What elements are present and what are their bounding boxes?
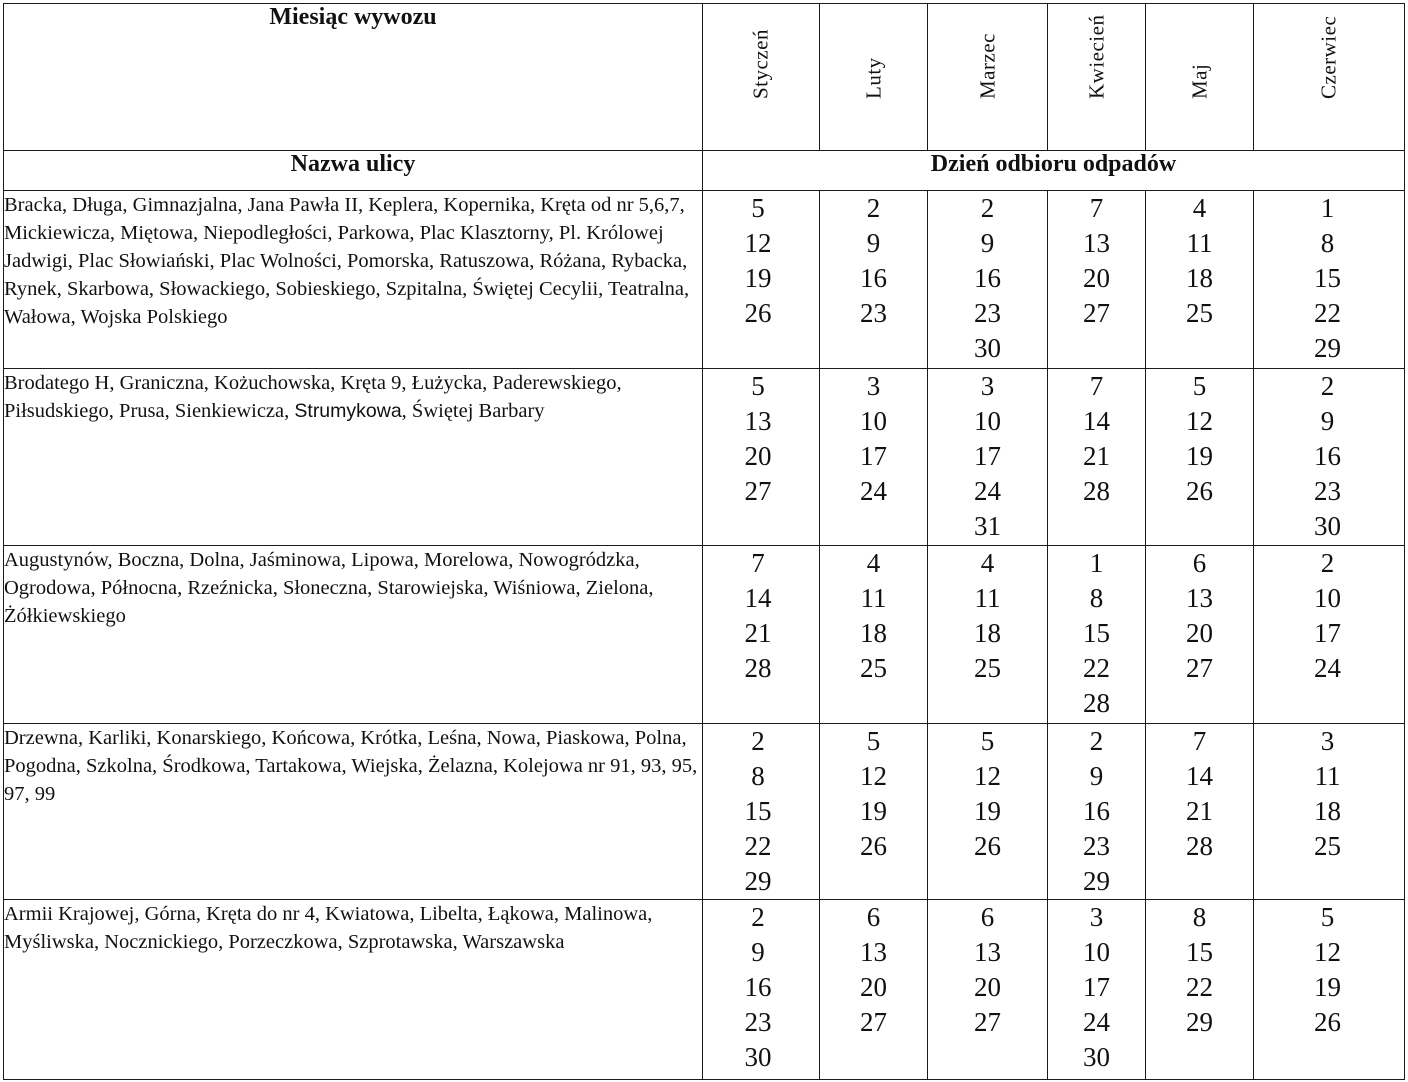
collection-day: 10 bbox=[860, 406, 887, 436]
collection-day: 17 bbox=[1083, 972, 1110, 1002]
collection-day: 11 bbox=[974, 583, 1001, 613]
collection-day: 3 bbox=[1089, 902, 1104, 932]
days-may bbox=[1146, 369, 1254, 546]
collection-day: 29 bbox=[1186, 1007, 1213, 1037]
collection-day: 23 bbox=[744, 1007, 772, 1037]
collection-day: 25 bbox=[1186, 298, 1213, 328]
collection-day: 27 bbox=[974, 1007, 1001, 1037]
days-march bbox=[928, 369, 1048, 546]
month-header-february bbox=[820, 4, 928, 151]
collection-day: 19 bbox=[1314, 972, 1341, 1002]
collection-day: 19 bbox=[974, 796, 1001, 826]
collection-day: 8 bbox=[1089, 583, 1104, 613]
collection-day: 20 bbox=[1083, 263, 1110, 293]
collection-day: 11 bbox=[860, 583, 887, 613]
days-february bbox=[820, 546, 928, 724]
collection-day: 15 bbox=[744, 796, 772, 826]
days-february bbox=[820, 191, 928, 369]
collection-day: 17 bbox=[974, 441, 1001, 471]
collection-day: 28 bbox=[1083, 688, 1110, 718]
collection-day: 24 bbox=[860, 476, 887, 506]
collection-day: 20 bbox=[860, 972, 887, 1002]
collection-day: 4 bbox=[1192, 193, 1207, 223]
collection-day: 22 bbox=[1314, 298, 1341, 328]
month-label: Czerwiec bbox=[1316, 15, 1341, 99]
days-may bbox=[1146, 191, 1254, 369]
table-row bbox=[4, 191, 1405, 369]
days-february bbox=[820, 900, 928, 1080]
collection-day: 18 bbox=[974, 618, 1001, 648]
collection-day: 12 bbox=[974, 761, 1001, 791]
collection-day: 2 bbox=[980, 193, 995, 223]
collection-day: 16 bbox=[1314, 441, 1341, 471]
collection-day-header: Dzień odbioru odpadów bbox=[703, 151, 1405, 191]
collection-day: 5 bbox=[751, 193, 765, 223]
collection-day: 27 bbox=[1083, 298, 1110, 328]
collection-day: 7 bbox=[1089, 193, 1104, 223]
month-header-title: Miesiąc wywozu bbox=[4, 4, 703, 151]
collection-day: 27 bbox=[1186, 653, 1213, 683]
collection-day: 22 bbox=[1186, 972, 1213, 1002]
collection-day: 16 bbox=[744, 972, 772, 1002]
collection-day: 29 bbox=[744, 866, 772, 896]
collection-day: 23 bbox=[1314, 476, 1341, 506]
collection-day: 5 bbox=[1320, 902, 1335, 932]
collection-day: 26 bbox=[860, 831, 887, 861]
days-january bbox=[703, 369, 820, 546]
collection-day: 19 bbox=[1186, 441, 1213, 471]
collection-day: 22 bbox=[744, 831, 772, 861]
collection-day: 2 bbox=[866, 193, 881, 223]
collection-day: 24 bbox=[974, 476, 1001, 506]
collection-day: 26 bbox=[974, 831, 1001, 861]
collection-day: 20 bbox=[1186, 618, 1213, 648]
collection-day: 29 bbox=[1083, 866, 1110, 896]
collection-day: 13 bbox=[1186, 583, 1213, 613]
days-june bbox=[1254, 724, 1405, 900]
collection-day: 28 bbox=[744, 653, 772, 683]
month-header-june bbox=[1254, 4, 1405, 151]
days-may bbox=[1146, 724, 1254, 900]
month-header-may bbox=[1146, 4, 1254, 151]
month-header-january bbox=[703, 4, 820, 151]
collection-day: 23 bbox=[1083, 831, 1110, 861]
collection-day: 14 bbox=[744, 583, 772, 613]
collection-day: 18 bbox=[1186, 263, 1213, 293]
street-list: Armii Krajowej, Górna, Kręta do nr 4, Kwiatowa, Libelta, Łąkowa, Malinowa, Myśliwska, Nocznickiego, Porzeczkowa, Szprotawska, Warszawska bbox=[4, 900, 703, 1080]
collection-day: 30 bbox=[1314, 511, 1341, 541]
collection-day: 6 bbox=[1192, 548, 1207, 578]
days-june bbox=[1254, 369, 1405, 546]
collection-day: 2 bbox=[751, 726, 765, 756]
collection-day: 9 bbox=[980, 228, 995, 258]
collection-day: 17 bbox=[860, 441, 887, 471]
collection-day: 12 bbox=[860, 761, 887, 791]
days-january bbox=[703, 900, 820, 1080]
collection-day: 15 bbox=[1314, 263, 1341, 293]
collection-day: 30 bbox=[1083, 1042, 1110, 1072]
table-row bbox=[4, 900, 1405, 1080]
days-january bbox=[703, 546, 820, 724]
collection-day: 3 bbox=[980, 371, 995, 401]
month-label: Marzec bbox=[975, 33, 999, 99]
collection-day: 13 bbox=[860, 937, 887, 967]
street-name-header: Nazwa ulicy bbox=[4, 151, 703, 191]
collection-day: 21 bbox=[1083, 441, 1110, 471]
collection-day: 13 bbox=[1083, 228, 1110, 258]
month-header-april bbox=[1048, 4, 1146, 151]
collection-day: 5 bbox=[751, 371, 765, 401]
collection-day: 10 bbox=[1083, 937, 1110, 967]
collection-day: 2 bbox=[1320, 371, 1335, 401]
collection-day: 17 bbox=[1314, 618, 1341, 648]
collection-day: 19 bbox=[744, 263, 772, 293]
collection-day: 13 bbox=[974, 937, 1001, 967]
collection-day: 7 bbox=[1089, 371, 1104, 401]
collection-day: 23 bbox=[860, 298, 887, 328]
collection-day: 12 bbox=[1314, 937, 1341, 967]
collection-day: 31 bbox=[974, 511, 1001, 541]
collection-day: 21 bbox=[744, 618, 772, 648]
street-list-text-sans: Strumykowa bbox=[294, 400, 402, 422]
collection-day: 28 bbox=[1186, 831, 1213, 861]
collection-day: 5 bbox=[866, 726, 881, 756]
days-april bbox=[1048, 546, 1146, 724]
collection-day: 16 bbox=[860, 263, 887, 293]
collection-day: 12 bbox=[1186, 406, 1213, 436]
collection-day: 29 bbox=[1314, 333, 1341, 363]
collection-day: 9 bbox=[1089, 761, 1104, 791]
collection-day: 13 bbox=[744, 406, 772, 436]
collection-day: 10 bbox=[974, 406, 1001, 436]
collection-day: 1 bbox=[1320, 193, 1335, 223]
street-list-text: Brodatego H, Graniczna, Kożuchowska, Kręta 9, Łużycka, Paderewskiego, Piłsudskiego, Prusa, Sienkiewicza, bbox=[4, 372, 622, 422]
collection-day: 20 bbox=[974, 972, 1001, 1002]
collection-day: 4 bbox=[980, 548, 995, 578]
month-header-march bbox=[928, 4, 1048, 151]
collection-day: 2 bbox=[1089, 726, 1104, 756]
collection-day: 25 bbox=[1314, 831, 1341, 861]
table-row bbox=[4, 724, 1405, 900]
collection-day: 6 bbox=[866, 902, 881, 932]
collection-day: 15 bbox=[1083, 618, 1110, 648]
days-june bbox=[1254, 900, 1405, 1080]
days-january bbox=[703, 191, 820, 369]
days-may bbox=[1146, 900, 1254, 1080]
collection-day: 24 bbox=[1083, 1007, 1110, 1037]
table-row bbox=[4, 369, 1405, 546]
street-list-text-tail: , Świętej Barbary bbox=[401, 400, 545, 422]
collection-day: 9 bbox=[1320, 406, 1335, 436]
collection-day: 14 bbox=[1186, 761, 1213, 791]
collection-day: 2 bbox=[1320, 548, 1335, 578]
collection-day: 15 bbox=[1186, 937, 1213, 967]
collection-day: 28 bbox=[1083, 476, 1110, 506]
days-march bbox=[928, 900, 1048, 1080]
collection-day: 6 bbox=[980, 902, 995, 932]
days-june bbox=[1254, 191, 1405, 369]
waste-collection-schedule-table bbox=[3, 3, 1405, 1080]
collection-day: 3 bbox=[866, 371, 881, 401]
month-label: Luty bbox=[861, 57, 885, 99]
collection-day: 14 bbox=[1083, 406, 1110, 436]
month-label: Maj bbox=[1187, 63, 1211, 99]
collection-day: 16 bbox=[974, 263, 1001, 293]
collection-day: 19 bbox=[860, 796, 887, 826]
collection-day: 18 bbox=[860, 618, 887, 648]
street-list: Augustynów, Boczna, Dolna, Jaśminowa, Lipowa, Morelowa, Nowogródzka, Ogrodowa, Północna, Rzeźnicka, Słoneczna, Starowiejska, Wiśniowa, Zielona, Żółkiewskiego bbox=[4, 546, 703, 724]
collection-day: 7 bbox=[1192, 726, 1207, 756]
collection-day: 25 bbox=[860, 653, 887, 683]
collection-day: 27 bbox=[744, 476, 772, 506]
days-april bbox=[1048, 191, 1146, 369]
collection-day: 30 bbox=[744, 1042, 772, 1072]
collection-day: 25 bbox=[974, 653, 1001, 683]
collection-day: 8 bbox=[1192, 902, 1207, 932]
days-may bbox=[1146, 546, 1254, 724]
days-april bbox=[1048, 724, 1146, 900]
collection-day: 11 bbox=[1186, 228, 1213, 258]
month-label: Kwiecień bbox=[1084, 14, 1108, 99]
collection-day: 30 bbox=[974, 333, 1001, 363]
street-list: Bracka, Długa, Gimnazjalna, Jana Pawła II, Keplera, Kopernika, Kręta od nr 5,6,7, Mickiewicza, Miętowa, Niepodległości, Parkowa, Plac Klasztorny, Pl. Królowej Jadwigi, Plac Słowiański, Plac Wolności, Pomorska, Ratuszowa, Różana, Rybacka, Rynek, Skarbowa, Słowackiego, Sobieskiego, Szpitalna, Świętej Cecylii, Teatralna, Wałowa, Wojska Polskiego bbox=[4, 191, 703, 369]
collection-day: 8 bbox=[1320, 228, 1335, 258]
collection-day: 20 bbox=[744, 441, 772, 471]
days-march bbox=[928, 191, 1048, 369]
days-june bbox=[1254, 546, 1405, 724]
table-row bbox=[4, 546, 1405, 724]
column-header-row bbox=[4, 151, 1405, 191]
collection-day: 16 bbox=[1083, 796, 1110, 826]
collection-day: 8 bbox=[751, 761, 765, 791]
collection-day: 21 bbox=[1186, 796, 1213, 826]
collection-day: 9 bbox=[751, 937, 765, 967]
collection-day: 11 bbox=[1314, 761, 1341, 791]
collection-day: 1 bbox=[1089, 548, 1104, 578]
collection-day: 23 bbox=[974, 298, 1001, 328]
collection-day: 26 bbox=[1186, 476, 1213, 506]
collection-day: 9 bbox=[866, 228, 881, 258]
days-february bbox=[820, 724, 928, 900]
collection-day: 10 bbox=[1314, 583, 1341, 613]
collection-day: 3 bbox=[1320, 726, 1335, 756]
collection-day: 22 bbox=[1083, 653, 1110, 683]
days-march bbox=[928, 724, 1048, 900]
days-january bbox=[703, 724, 820, 900]
days-april bbox=[1048, 369, 1146, 546]
collection-day: 7 bbox=[751, 548, 765, 578]
collection-day: 4 bbox=[866, 548, 881, 578]
days-april bbox=[1048, 900, 1146, 1080]
collection-day: 5 bbox=[980, 726, 995, 756]
collection-day: 24 bbox=[1314, 653, 1341, 683]
collection-day: 26 bbox=[744, 298, 772, 328]
month-header-row bbox=[4, 4, 1405, 151]
days-february bbox=[820, 369, 928, 546]
days-march bbox=[928, 546, 1048, 724]
collection-day: 26 bbox=[1314, 1007, 1341, 1037]
collection-day: 5 bbox=[1192, 371, 1207, 401]
street-list: Drzewna, Karliki, Konarskiego, Końcowa, Krótka, Leśna, Nowa, Piaskowa, Polna, Pogodna, Szkolna, Środkowa, Tartakowa, Wiejska, Żelazna, Kolejowa nr 91, 93, 95, 97, 99 bbox=[4, 724, 703, 900]
collection-day: 12 bbox=[744, 228, 772, 258]
month-label: Styczeń bbox=[748, 29, 773, 99]
collection-day: 27 bbox=[860, 1007, 887, 1037]
collection-day: 2 bbox=[751, 902, 765, 932]
collection-day: 18 bbox=[1314, 796, 1341, 826]
street-list bbox=[4, 369, 703, 546]
